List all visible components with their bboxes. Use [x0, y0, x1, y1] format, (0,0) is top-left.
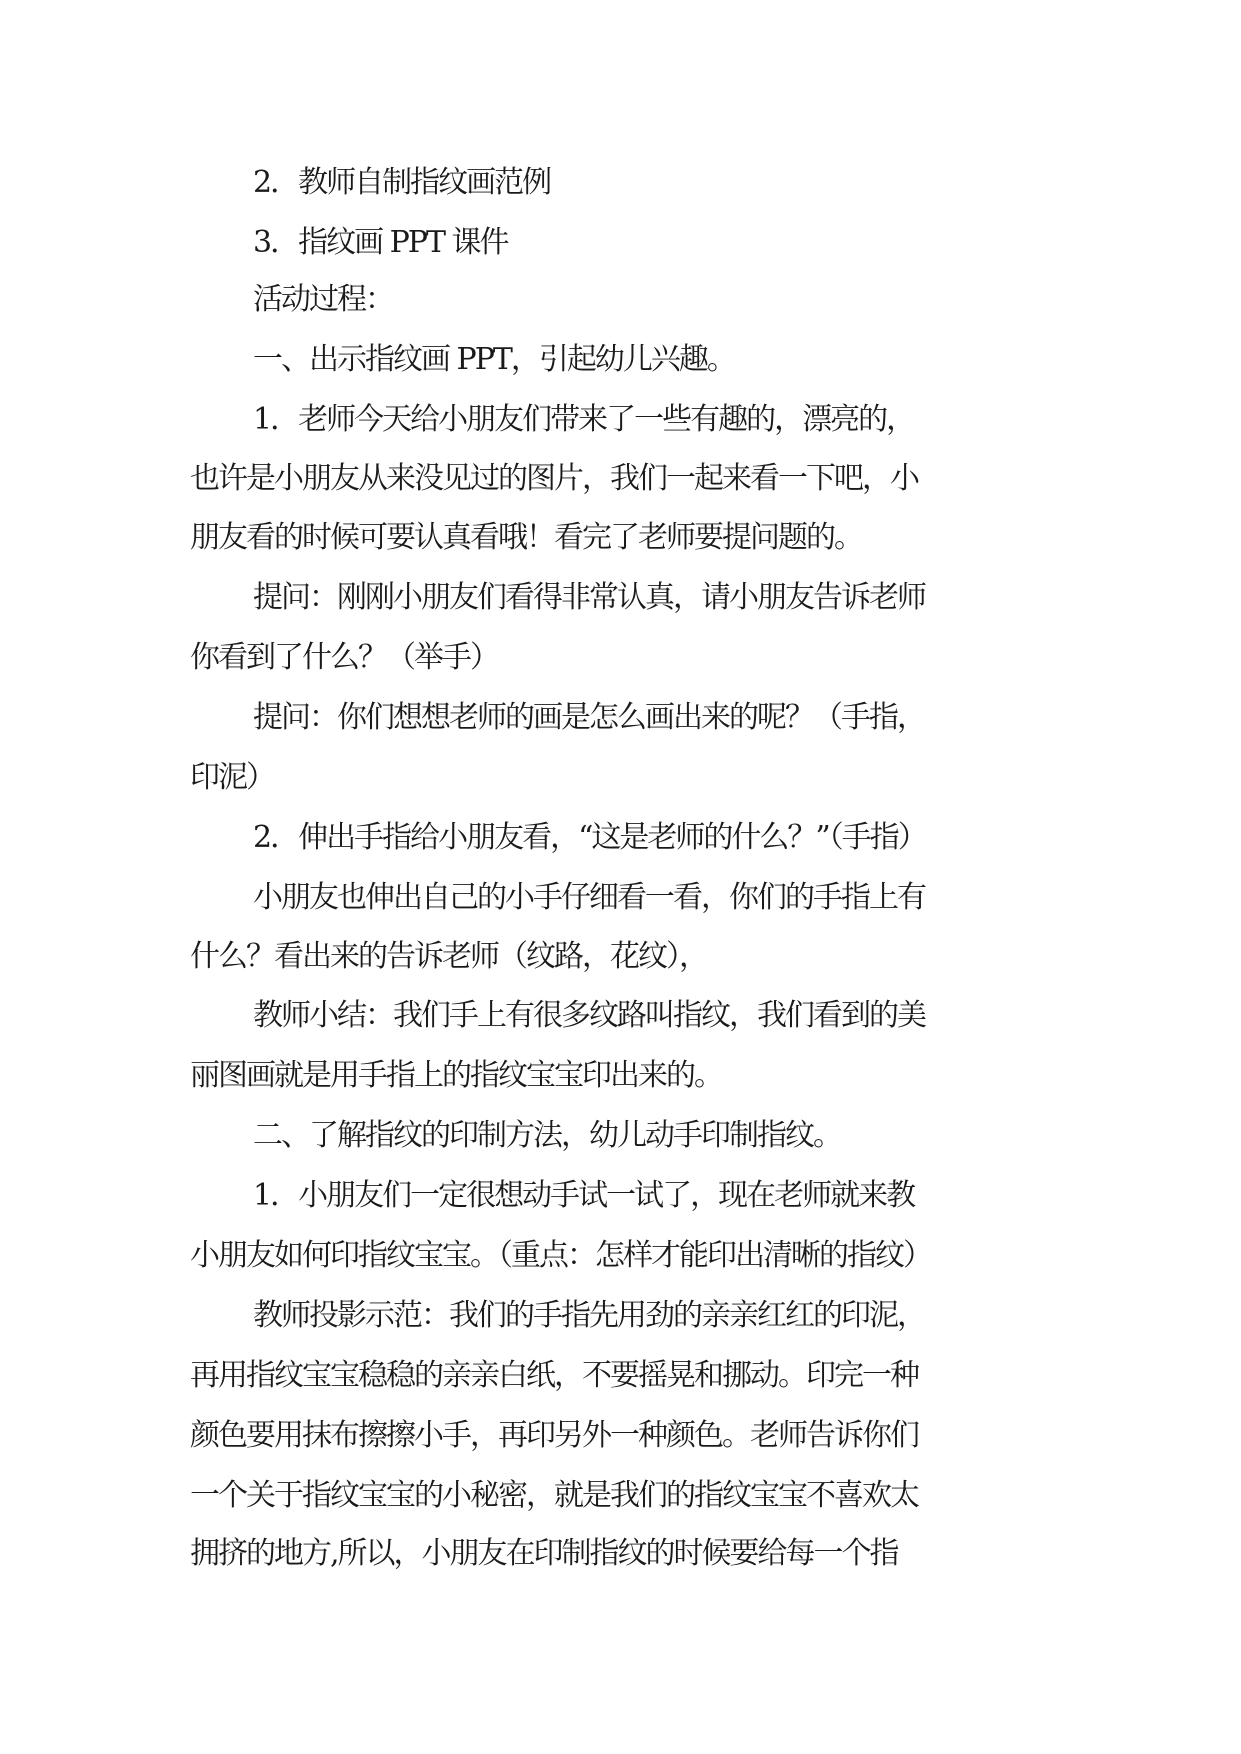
section-heading-activity-process: 活动过程：	[253, 282, 393, 317]
paragraph-line: 也许是小朋友从来没见过的图片，我们一起来看一下吧，小	[190, 461, 918, 496]
paragraph-line: 1．老师今天给小朋友们带来了一些有趣的，漂亮的，	[253, 402, 915, 437]
paragraph-line: 一个关于指纹宝宝的小秘密，就是我们的指纹宝宝不喜欢太	[190, 1478, 918, 1513]
question-line: 提问：你们想想老师的画是怎么画出来的呢？（手指，	[253, 700, 925, 735]
paragraph-line: 印泥）	[190, 760, 274, 795]
step-one-heading: 一、出示指纹画 PPT，引起幼儿兴趣。	[253, 342, 735, 377]
material-item-3: 3．指纹画 PPT 课件	[253, 225, 508, 260]
paragraph-line: 2．伸出手指给小朋友看，“这是老师的什么？”（手指）	[253, 820, 926, 855]
summary-line: 教师小结：我们手上有很多纹路叫指纹，我们看到的美	[253, 998, 925, 1033]
paragraph-line: 小朋友也伸出自己的小手仔细看一看，你们的手指上有	[253, 880, 925, 915]
paragraph-line: 拥挤的地方,所以，小朋友在印制指纹的时候要给每一个指	[190, 1536, 898, 1571]
paragraph-line: 小朋友如何印指纹宝宝。（重点：怎样才能印出清晰的指纹）	[190, 1238, 931, 1273]
paragraph-line: 颜色要用抹布擦擦小手，再印另外一种颜色。老师告诉你们	[190, 1418, 918, 1453]
step-two-heading: 二、了解指纹的印制方法，幼儿动手印制指纹。	[253, 1118, 841, 1153]
demonstration-line: 教师投影示范：我们的手指先用劲的亲亲红红的印泥，	[253, 1298, 925, 1333]
paragraph-line: 什么？看出来的告诉老师（纹路，花纹），	[190, 939, 707, 974]
paragraph-line: 朋友看的时候可要认真看哦！看完了老师要提问题的。	[190, 520, 862, 555]
paragraph-line: 再用指纹宝宝稳稳的亲亲白纸，不要摇晃和挪动。印完一种	[190, 1358, 918, 1393]
paragraph-line: 丽图画就是用手指上的指纹宝宝印出来的。	[190, 1058, 722, 1093]
paragraph-line: 你看到了什么？（举手）	[190, 640, 498, 675]
paragraph-line: 1．小朋友们一定很想动手试一试了，现在老师就来教	[253, 1178, 915, 1213]
material-item-2: 2．教师自制指纹画范例	[253, 165, 551, 200]
question-line: 提问：刚刚小朋友们看得非常认真，请小朋友告诉老师	[253, 580, 925, 615]
